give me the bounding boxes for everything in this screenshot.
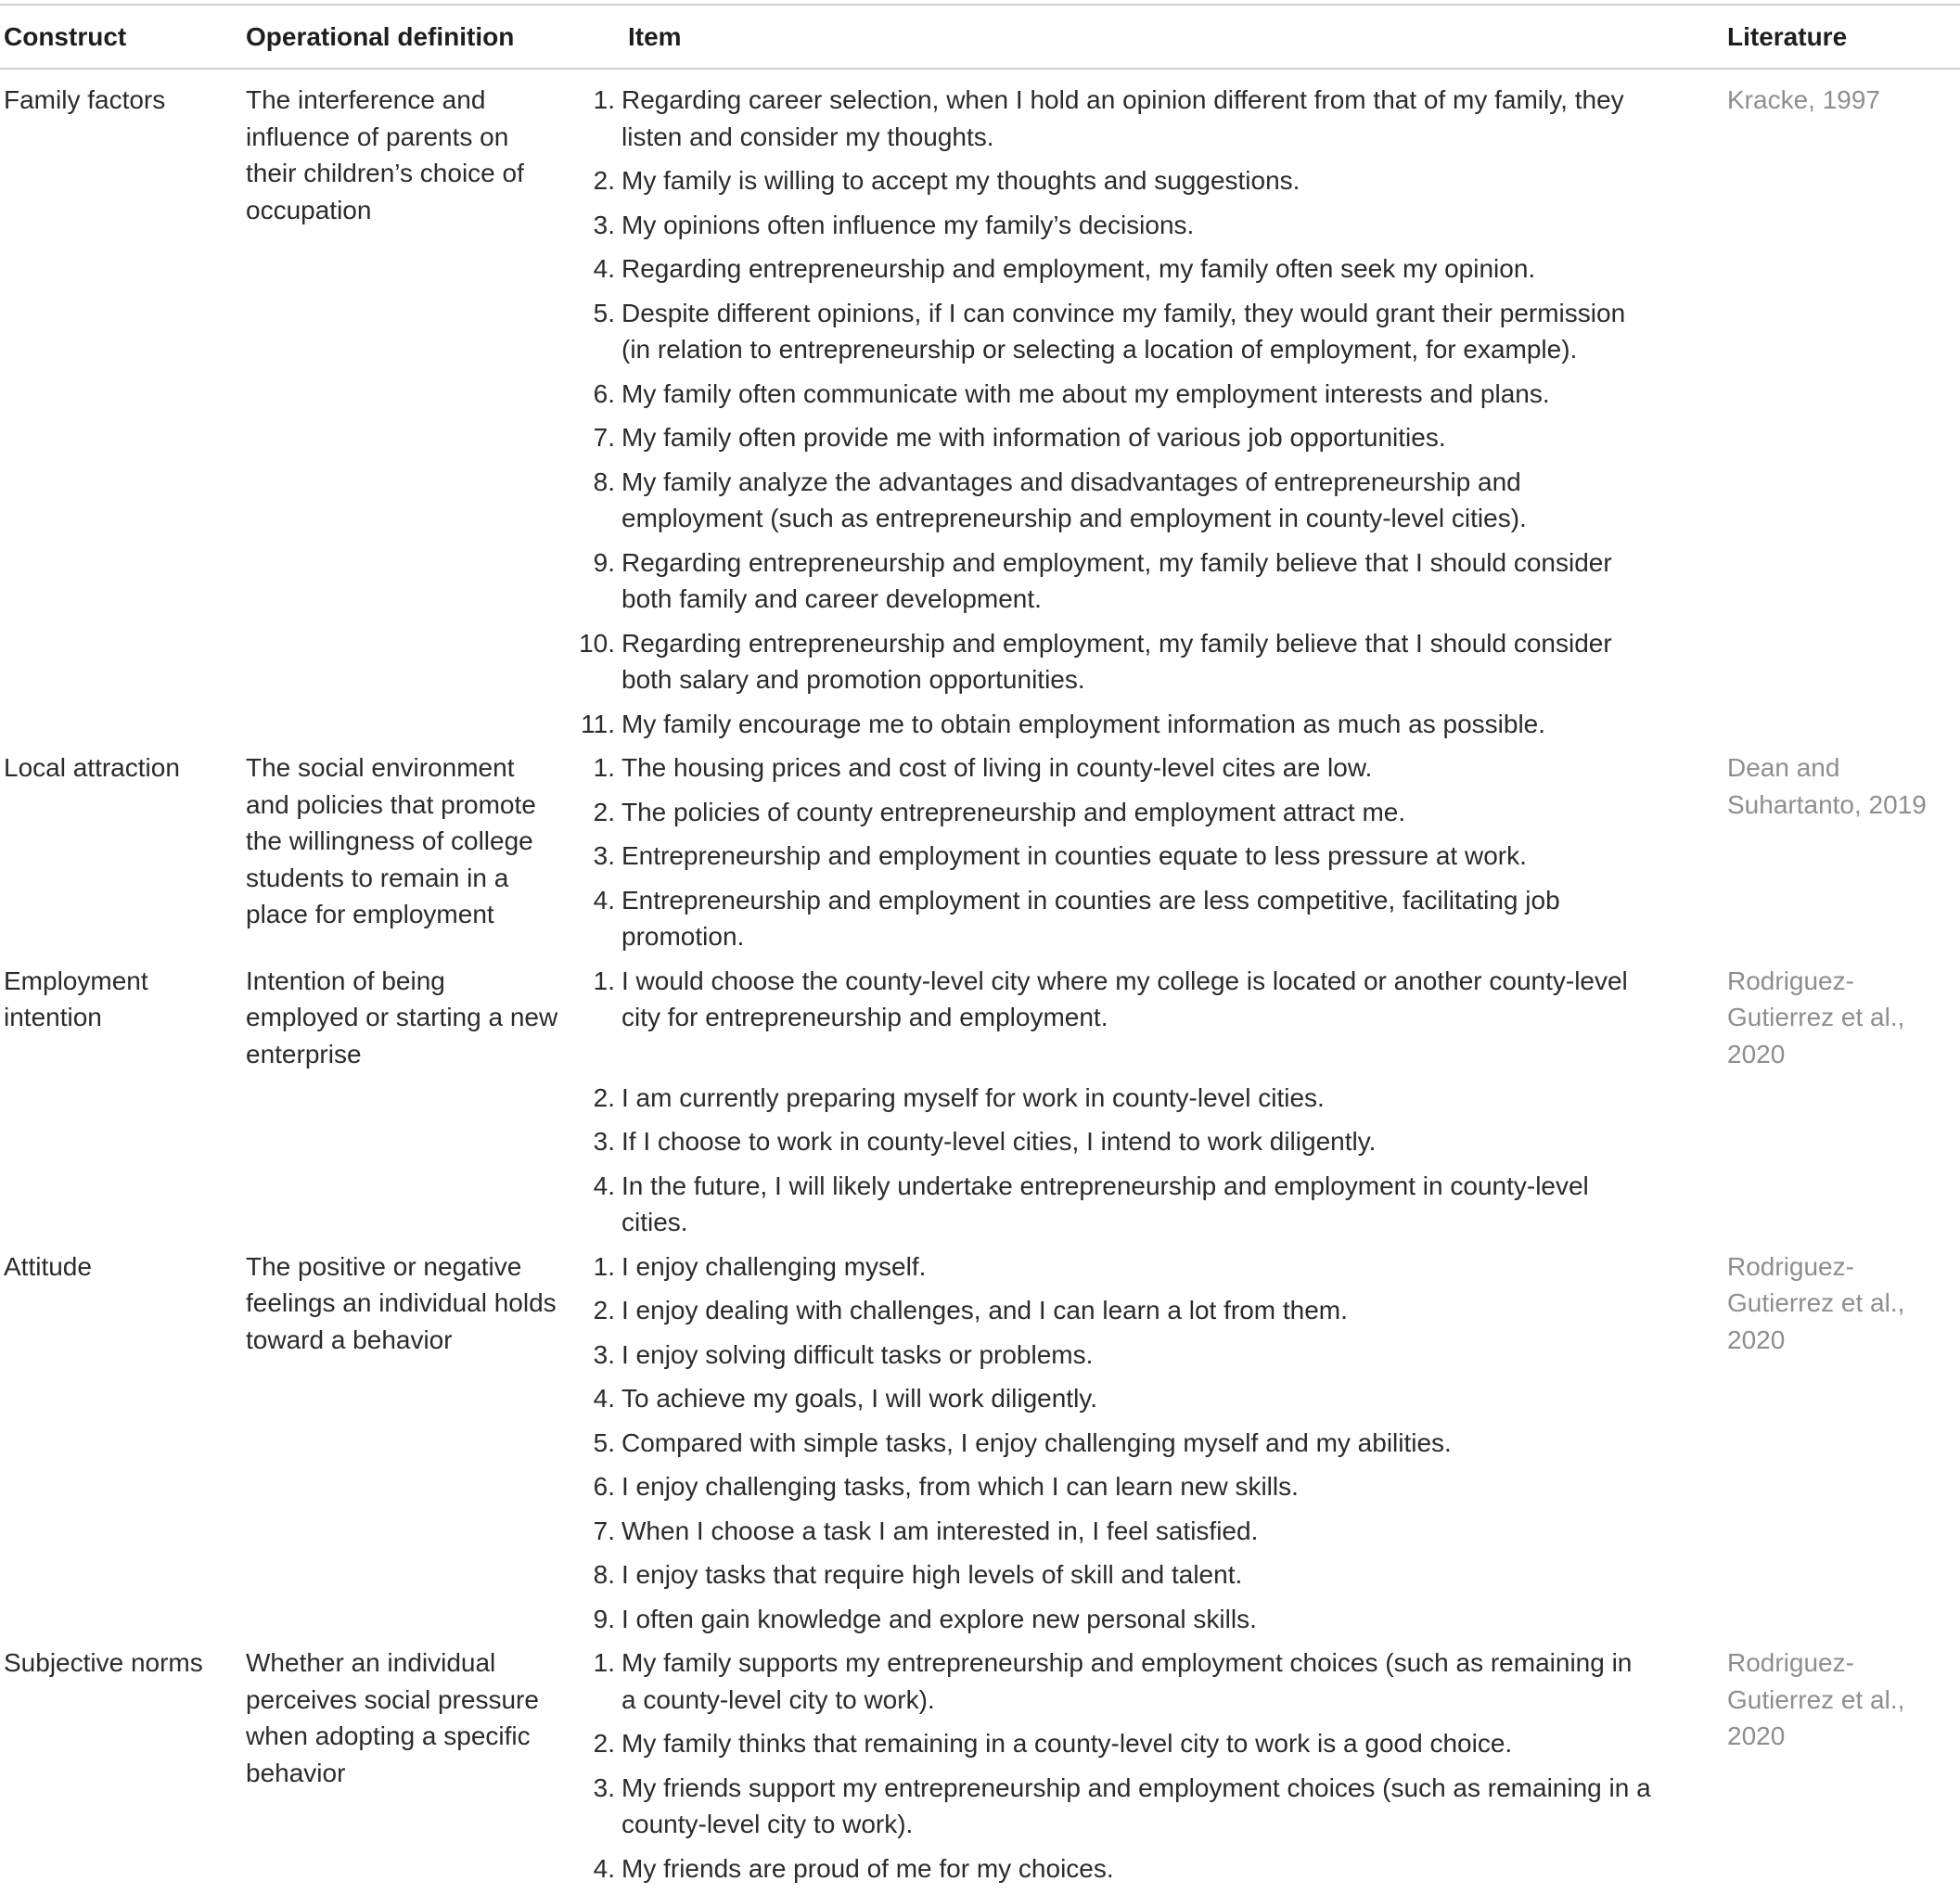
list-item: [575, 1425, 1651, 1462]
item-text: Regarding entrepreneurship and employment, my family believe that I should consider both family and career development.: [621, 547, 1612, 613]
table-row: [0, 749, 1960, 955]
list-item: [575, 1644, 1651, 1718]
list-item: [575, 1513, 1651, 1550]
item-number: 3.: [593, 1127, 615, 1156]
list-item: [575, 838, 1651, 875]
definition-cell: The social environment and policies that promote the willingness of college students to remain in a place for employment: [246, 753, 536, 928]
item-number: 2.: [593, 1082, 615, 1112]
table-top-rule: [0, 4, 1960, 6]
table-header-rule: [0, 68, 1960, 70]
list-item: [575, 1725, 1651, 1762]
item-text: Regarding entrepreneurship and employment, my family often seek my opinion.: [621, 254, 1536, 283]
construct-cell: Subjective norms: [4, 1648, 203, 1677]
item-number: 1.: [593, 1251, 615, 1281]
item-number: 3.: [593, 210, 615, 239]
table-row: [0, 1248, 1960, 1638]
list-item: [575, 162, 1651, 199]
item-number: 3.: [593, 1772, 615, 1802]
item-text: Regarding career selection, when I hold an opinion different from that of my family, they listen and consider my thoughts.: [621, 85, 1624, 151]
list-item: [575, 295, 1651, 368]
item-number: 5.: [593, 298, 615, 327]
list-item: [575, 419, 1651, 456]
item-number: 6.: [593, 1472, 615, 1501]
construct-cell: Local attraction: [4, 753, 180, 782]
item-text: My family supports my entrepreneurship and employment choices (such as remaining in a county-level city to work).: [621, 1648, 1633, 1714]
item-number: 1.: [593, 753, 615, 782]
item-text: I would choose the county-level city where my college is located or another county-level city for entrepreneurship and employment.: [621, 966, 1628, 1031]
item-number: 2.: [593, 797, 615, 826]
item-number: 1.: [593, 85, 615, 114]
item-text: My friends support my entrepreneurship and employment choices (such as remaining in a county-level city to work).: [621, 1772, 1651, 1838]
item-number: 3.: [593, 1339, 615, 1369]
item-number: 8.: [593, 1560, 615, 1589]
item-text: I enjoy challenging tasks, from which I can learn new skills.: [621, 1472, 1299, 1501]
item-number: 11.: [581, 709, 615, 738]
item-number: 6.: [593, 378, 615, 408]
list-item: [575, 1080, 1651, 1117]
items-cell: [575, 749, 1651, 955]
definition-cell: Intention of being employed or starting a new enterprise: [246, 966, 558, 1069]
item-text: My family often provide me with information of various job opportunities.: [621, 423, 1446, 452]
item-text: I enjoy challenging myself.: [621, 1251, 927, 1281]
item-text: My opinions often influence my family’s decisions.: [621, 210, 1195, 239]
item-text: The housing prices and cost of living in county-level cites are low.: [621, 753, 1373, 782]
item-text: Despite different opinions, if I can convince my family, they would grant their permission (in relation to entrepreneurship or selecting a location of employment, for example).: [621, 298, 1626, 364]
list-item: [575, 1337, 1651, 1374]
list-item: [575, 1248, 1651, 1286]
item-number: 2.: [593, 1296, 615, 1325]
item-text: If I choose to work in county-level cities, I intend to work diligently.: [621, 1127, 1377, 1156]
table-body: [0, 82, 1960, 1894]
item-text: In the future, I will likely undertake entrepreneurship and employment in county-level cities.: [621, 1171, 1589, 1236]
item-number: 1.: [593, 966, 615, 995]
literature-cell: Kracke, 1997: [1727, 85, 1880, 114]
item-text: Regarding entrepreneurship and employment, my family believe that I should consider both salary and promotion opportunities.: [621, 628, 1612, 694]
item-text: My family thinks that remaining in a county-level city to work is a good choice.: [621, 1729, 1513, 1758]
list-item: [575, 376, 1651, 413]
item-number: 1.: [593, 1648, 615, 1677]
item-number: 4.: [593, 1853, 615, 1883]
header-item: Item: [628, 22, 682, 51]
items-cell: [575, 1248, 1651, 1638]
item-text: I enjoy tasks that require high levels of skill and talent.: [621, 1560, 1243, 1589]
list-item: [575, 544, 1651, 618]
list-item: [575, 963, 1651, 1036]
list-item: [575, 1380, 1651, 1417]
list-item: [575, 1850, 1651, 1888]
header-operational-definition: Operational definition: [246, 22, 515, 51]
item-text: My family encourage me to obtain employment information as much as possible.: [621, 709, 1546, 738]
item-text: My family analyze the advantages and disadvantages of entrepreneurship and employment (such as entrepreneurship and employment in county-level cities).: [621, 467, 1527, 532]
list-item: [575, 1168, 1651, 1241]
list-item: [575, 1556, 1651, 1593]
list-item: [575, 1770, 1651, 1843]
construct-cell: Employment intention: [4, 966, 148, 1031]
item-number: 4.: [593, 254, 615, 283]
item-text: I am currently preparing myself for work in county-level cities.: [621, 1082, 1325, 1112]
item-number: 7.: [593, 1516, 615, 1545]
table-row: [0, 1644, 1960, 1887]
item-number: 10.: [579, 628, 615, 658]
header-literature: Literature: [1727, 22, 1848, 51]
item-text: I enjoy dealing with challenges, and I can learn a lot from them.: [621, 1296, 1348, 1325]
list-item: [575, 250, 1651, 288]
construct-cell: Family factors: [4, 85, 166, 114]
item-number: 4.: [593, 1384, 615, 1413]
table-header-row: [0, 17, 1960, 61]
definition-cell: The interference and influence of parents on their children’s choice of occupation: [246, 85, 524, 224]
item-text: I often gain knowledge and explore new personal skills.: [621, 1604, 1257, 1633]
item-text: To achieve my goals, I will work diligently.: [621, 1384, 1098, 1413]
item-text: My friends are proud of me for my choices.: [621, 1853, 1114, 1883]
list-item: [575, 464, 1651, 537]
items-cell: [575, 82, 1651, 742]
item-number: 9.: [593, 1604, 615, 1633]
item-number: 5.: [593, 1427, 615, 1457]
item-text: My family is willing to accept my thoughts and suggestions.: [621, 166, 1300, 195]
item-number: 7.: [593, 423, 615, 452]
list-item: [575, 1123, 1651, 1160]
item-text: When I choose a task I am interested in, I feel satisfied.: [621, 1516, 1259, 1545]
item-text: Entrepreneurship and employment in counties are less competitive, facilitating job promotion.: [621, 885, 1560, 951]
list-item: [575, 82, 1651, 155]
item-number: 4.: [593, 885, 615, 915]
list-item: [575, 207, 1651, 244]
list-item: [575, 882, 1651, 955]
literature-cell: Rodriguez-Gutierrez et al., 2020: [1727, 1251, 1905, 1354]
list-item: [575, 706, 1651, 743]
table-row: [0, 82, 1960, 742]
literature-cell: Rodriguez-Gutierrez et al., 2020: [1727, 1648, 1905, 1750]
definition-cell: The positive or negative feelings an individual holds toward a behavior: [246, 1251, 557, 1354]
table-row: [0, 963, 1960, 1241]
list-item: [575, 1601, 1651, 1638]
item-number: 2.: [593, 1729, 615, 1758]
literature-cell: Rodriguez-Gutierrez et al., 2020: [1727, 966, 1905, 1069]
list-item: [575, 1292, 1651, 1329]
literature-cell: Dean and Suhartanto, 2019: [1727, 753, 1927, 819]
header-construct: Construct: [4, 22, 127, 51]
item-number: 4.: [593, 1171, 615, 1200]
item-text: Entrepreneurship and employment in counties equate to less pressure at work.: [621, 841, 1527, 870]
item-text: The policies of county entrepreneurship and employment attract me.: [621, 797, 1406, 826]
list-item: [575, 794, 1651, 831]
item-text: I enjoy solving difficult tasks or problems.: [621, 1339, 1094, 1369]
construct-cell: Attitude: [4, 1251, 92, 1281]
list-item: [575, 749, 1651, 787]
item-number: 8.: [593, 467, 615, 496]
item-number: 9.: [593, 547, 615, 577]
list-item: [575, 1468, 1651, 1505]
item-text: My family often communicate with me about my employment interests and plans.: [621, 378, 1550, 408]
item-text: Compared with simple tasks, I enjoy challenging myself and my abilities.: [621, 1427, 1452, 1457]
items-cell: [575, 1644, 1651, 1887]
definition-cell: Whether an individual perceives social pressure when adopting a specific behavior: [246, 1648, 539, 1787]
list-item: [575, 625, 1651, 698]
item-number: 2.: [593, 166, 615, 195]
items-cell: [575, 963, 1651, 1241]
item-number: 3.: [593, 841, 615, 870]
